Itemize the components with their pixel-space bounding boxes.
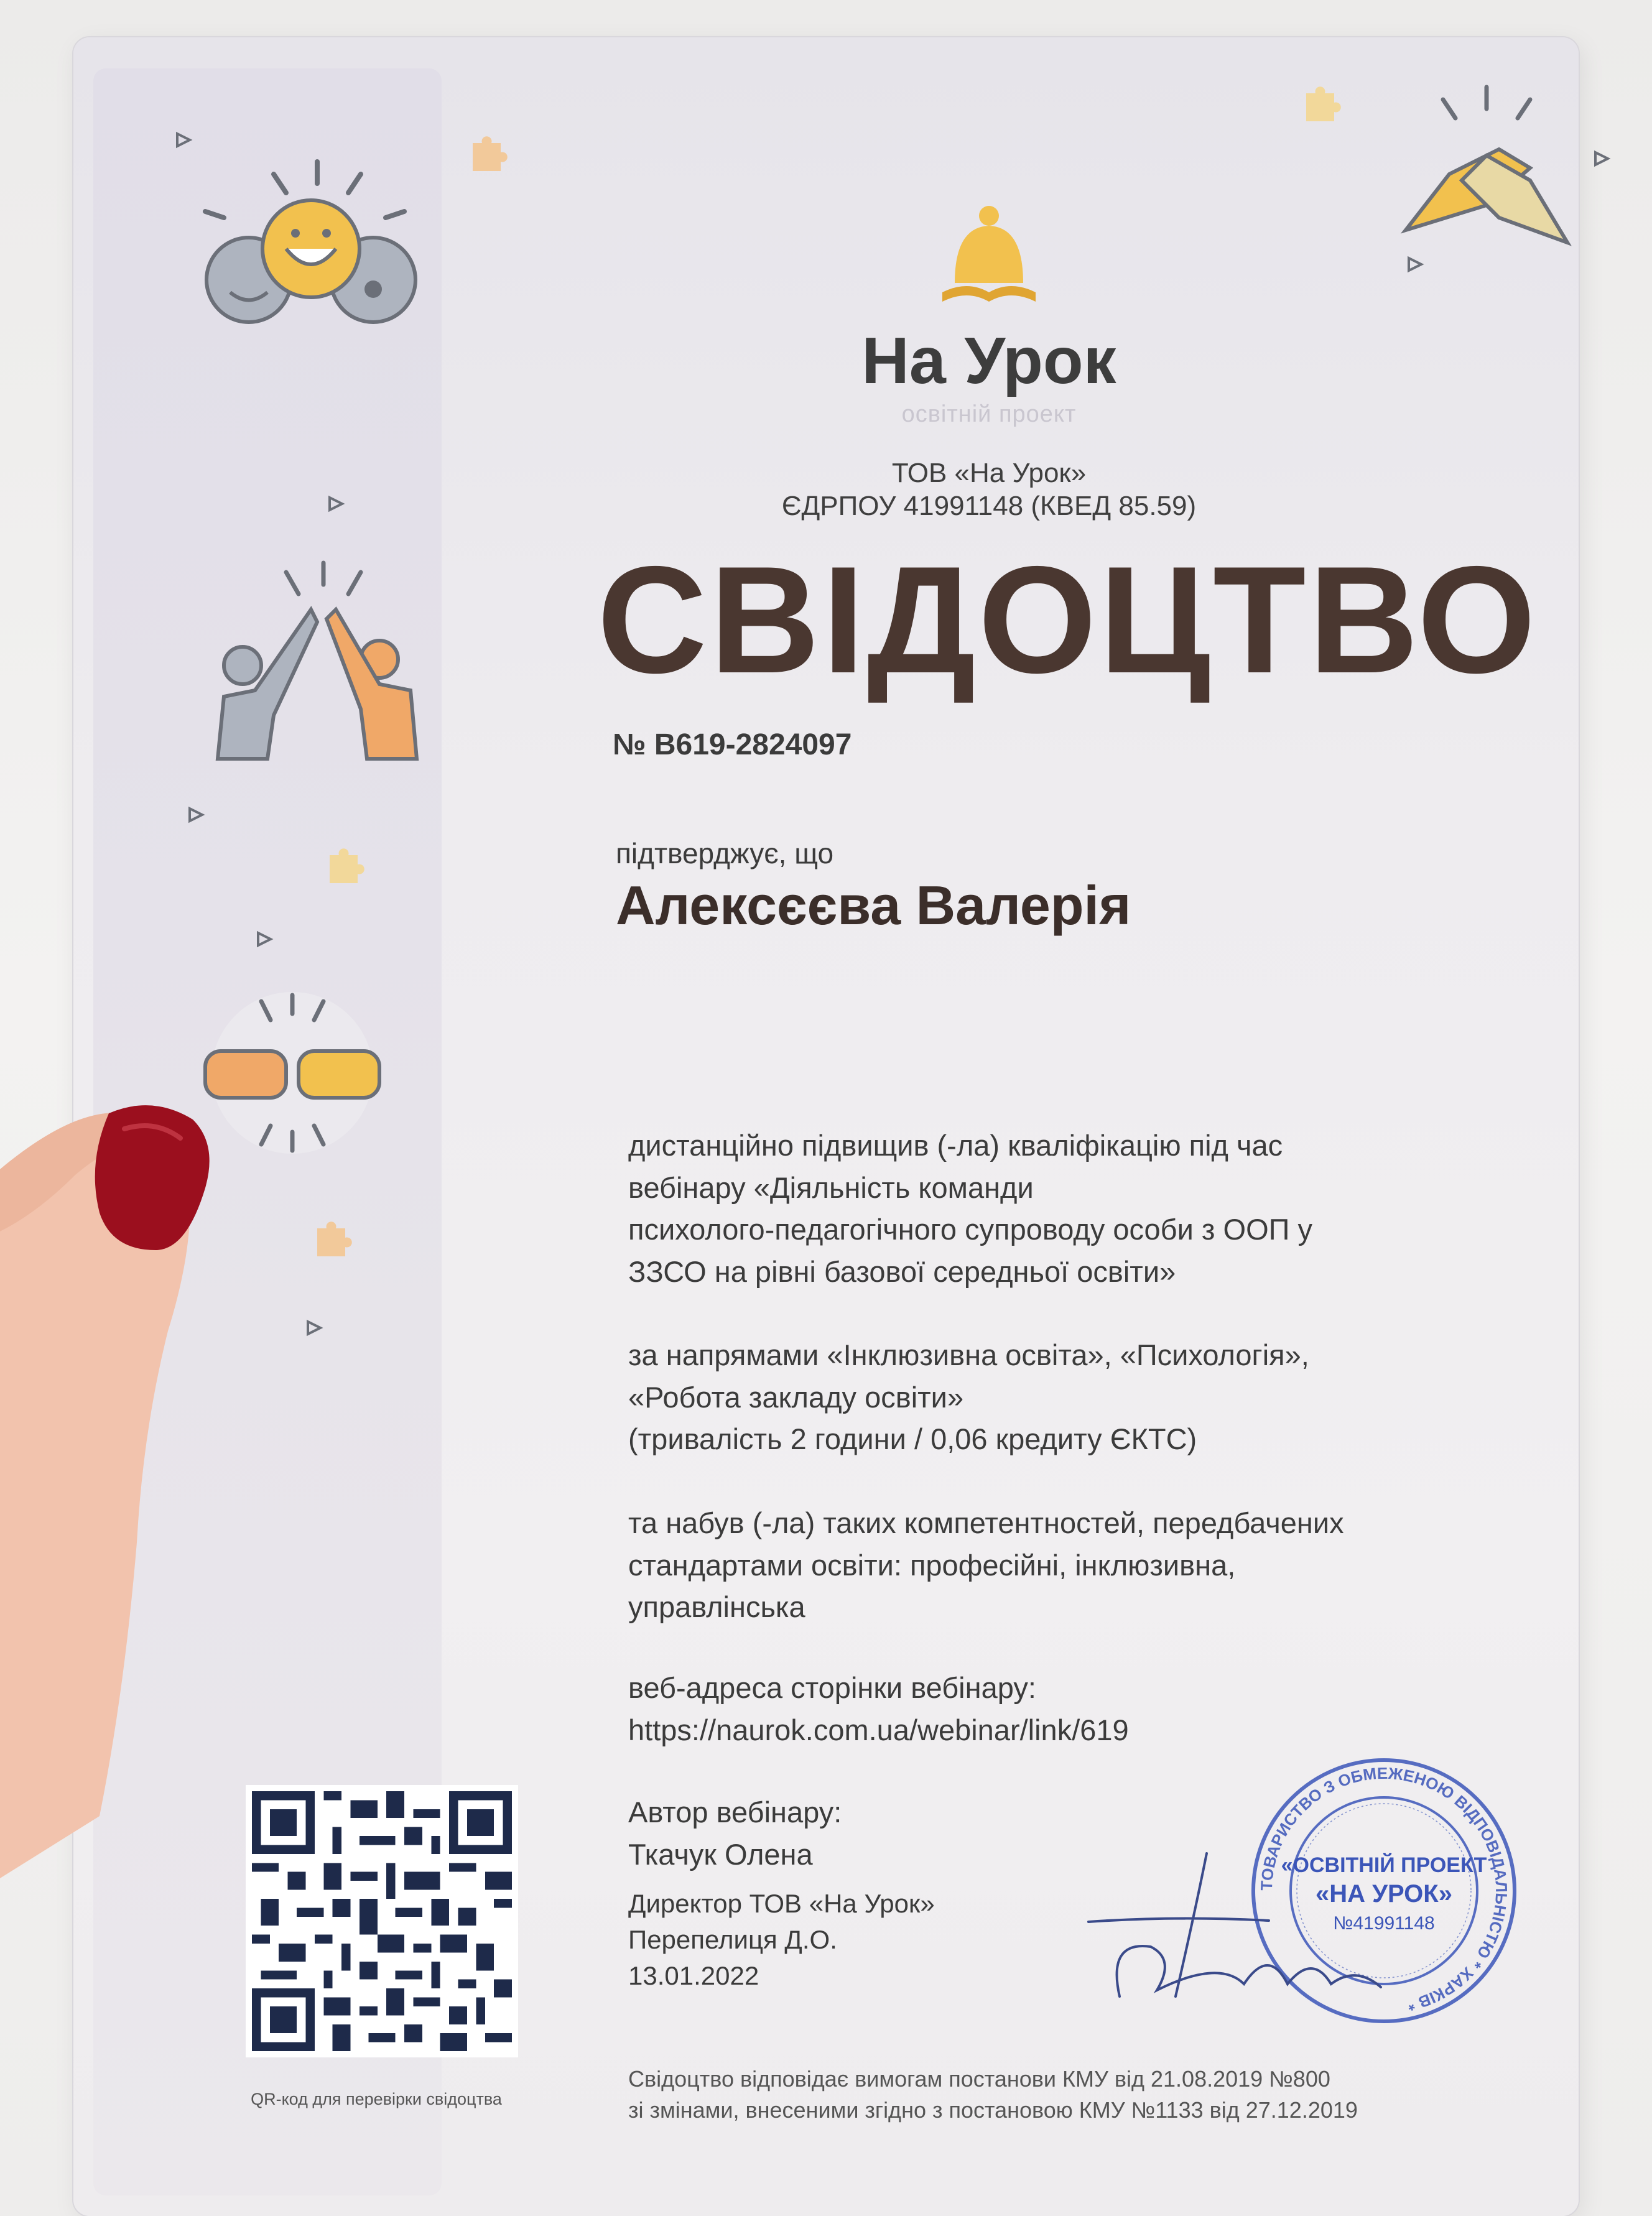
webinar-address: веб-адреса сторінки вебінару: https://naurok.com.ua/webinar/link/619 (628, 1671, 1129, 1746)
company-code: ЄДРПОУ 41991148 (КВЕД 85.59) (781, 490, 1197, 521)
legal-footnote: Свідоцтво відповідає вимогам постанови КМУ від 21.08.2019 №800 зі змінами, внесеними згідно з постановою КМУ №1133 від 27.12.2019 (628, 2066, 1358, 2123)
triangle-decoration-icon (1406, 255, 1424, 274)
triangle-decoration-icon (187, 805, 205, 824)
stamp-line3: №41991148 (1333, 1913, 1435, 1934)
bell-logo-icon (936, 202, 1042, 311)
puzzle-piece-icon (323, 843, 367, 886)
hand-holding-document (0, 1070, 224, 2216)
smiley-faces-icon (180, 155, 442, 361)
directions-text: за напрямами «Інклюзивна освіта», «Психологія», «Робота закладу освіти» (тривалість 2 години / 0,06 кредиту ЄКТС) (628, 1338, 1309, 1456)
qr-code-pattern (252, 1791, 512, 2051)
puzzle-piece-icon (311, 1216, 355, 1259)
puzzle-piece-icon (466, 131, 510, 174)
certificate-title: СВІДОЦТВО (597, 534, 1539, 705)
confirms-text: підтверджує, що (616, 837, 834, 869)
puzzle-piece-icon (1300, 81, 1343, 124)
logo-tagline: освітній проект (901, 401, 1077, 427)
triangle-decoration-icon (255, 930, 274, 948)
triangle-decoration-icon (174, 131, 193, 149)
stamp-ring-text: ТОВАРИСТВО З ОБМЕЖЕНОЮ ВІДПОВІДАЛЬНІСТЮ * ХАРКІВ * (1256, 1763, 1511, 2015)
logo-name: На Урок (861, 324, 1116, 397)
qr-caption: QR-код для перевірки свідоцтва (251, 2090, 502, 2108)
company-info (684, 457, 1294, 523)
qr-code[interactable] (246, 1785, 518, 2057)
handshake-icon (1393, 81, 1580, 267)
triangle-decoration-icon (1592, 149, 1611, 168)
recipient-name: Алексєєва Валерія (616, 874, 1131, 936)
stamp-line2: «НА УРОК» (1316, 1880, 1452, 1908)
director-signoff: Директор ТОВ «На Урок» Перепелиця Д.О. 13.01.2022 (628, 1889, 935, 1990)
triangle-decoration-icon (327, 494, 345, 513)
stamp-line1: «ОСВІТНІЙ ПРОЕКТ (1281, 1853, 1487, 1877)
company-name: ТОВ «На Урок» (891, 458, 1087, 488)
high-five-icon (205, 560, 429, 765)
competencies-text: та набув (-ла) таких компетентностей, передбачених стандартами освіти: професійні, інклюзивна, управлінська (628, 1506, 1344, 1624)
webinar-author: Автор вебінару: Ткачук Олена (628, 1796, 842, 1871)
triangle-decoration-icon (305, 1319, 323, 1337)
certificate-number: № В619-2824097 (613, 728, 852, 761)
qualification-text: дистанційно підвищив (-ла) кваліфікацію під час вебінару «Діяльність команди психолого-педагогічного супроводу особи з ООП у ЗЗСО на рівні базової середньої освіти» (628, 1129, 1312, 1289)
signature (1082, 1841, 1406, 2015)
